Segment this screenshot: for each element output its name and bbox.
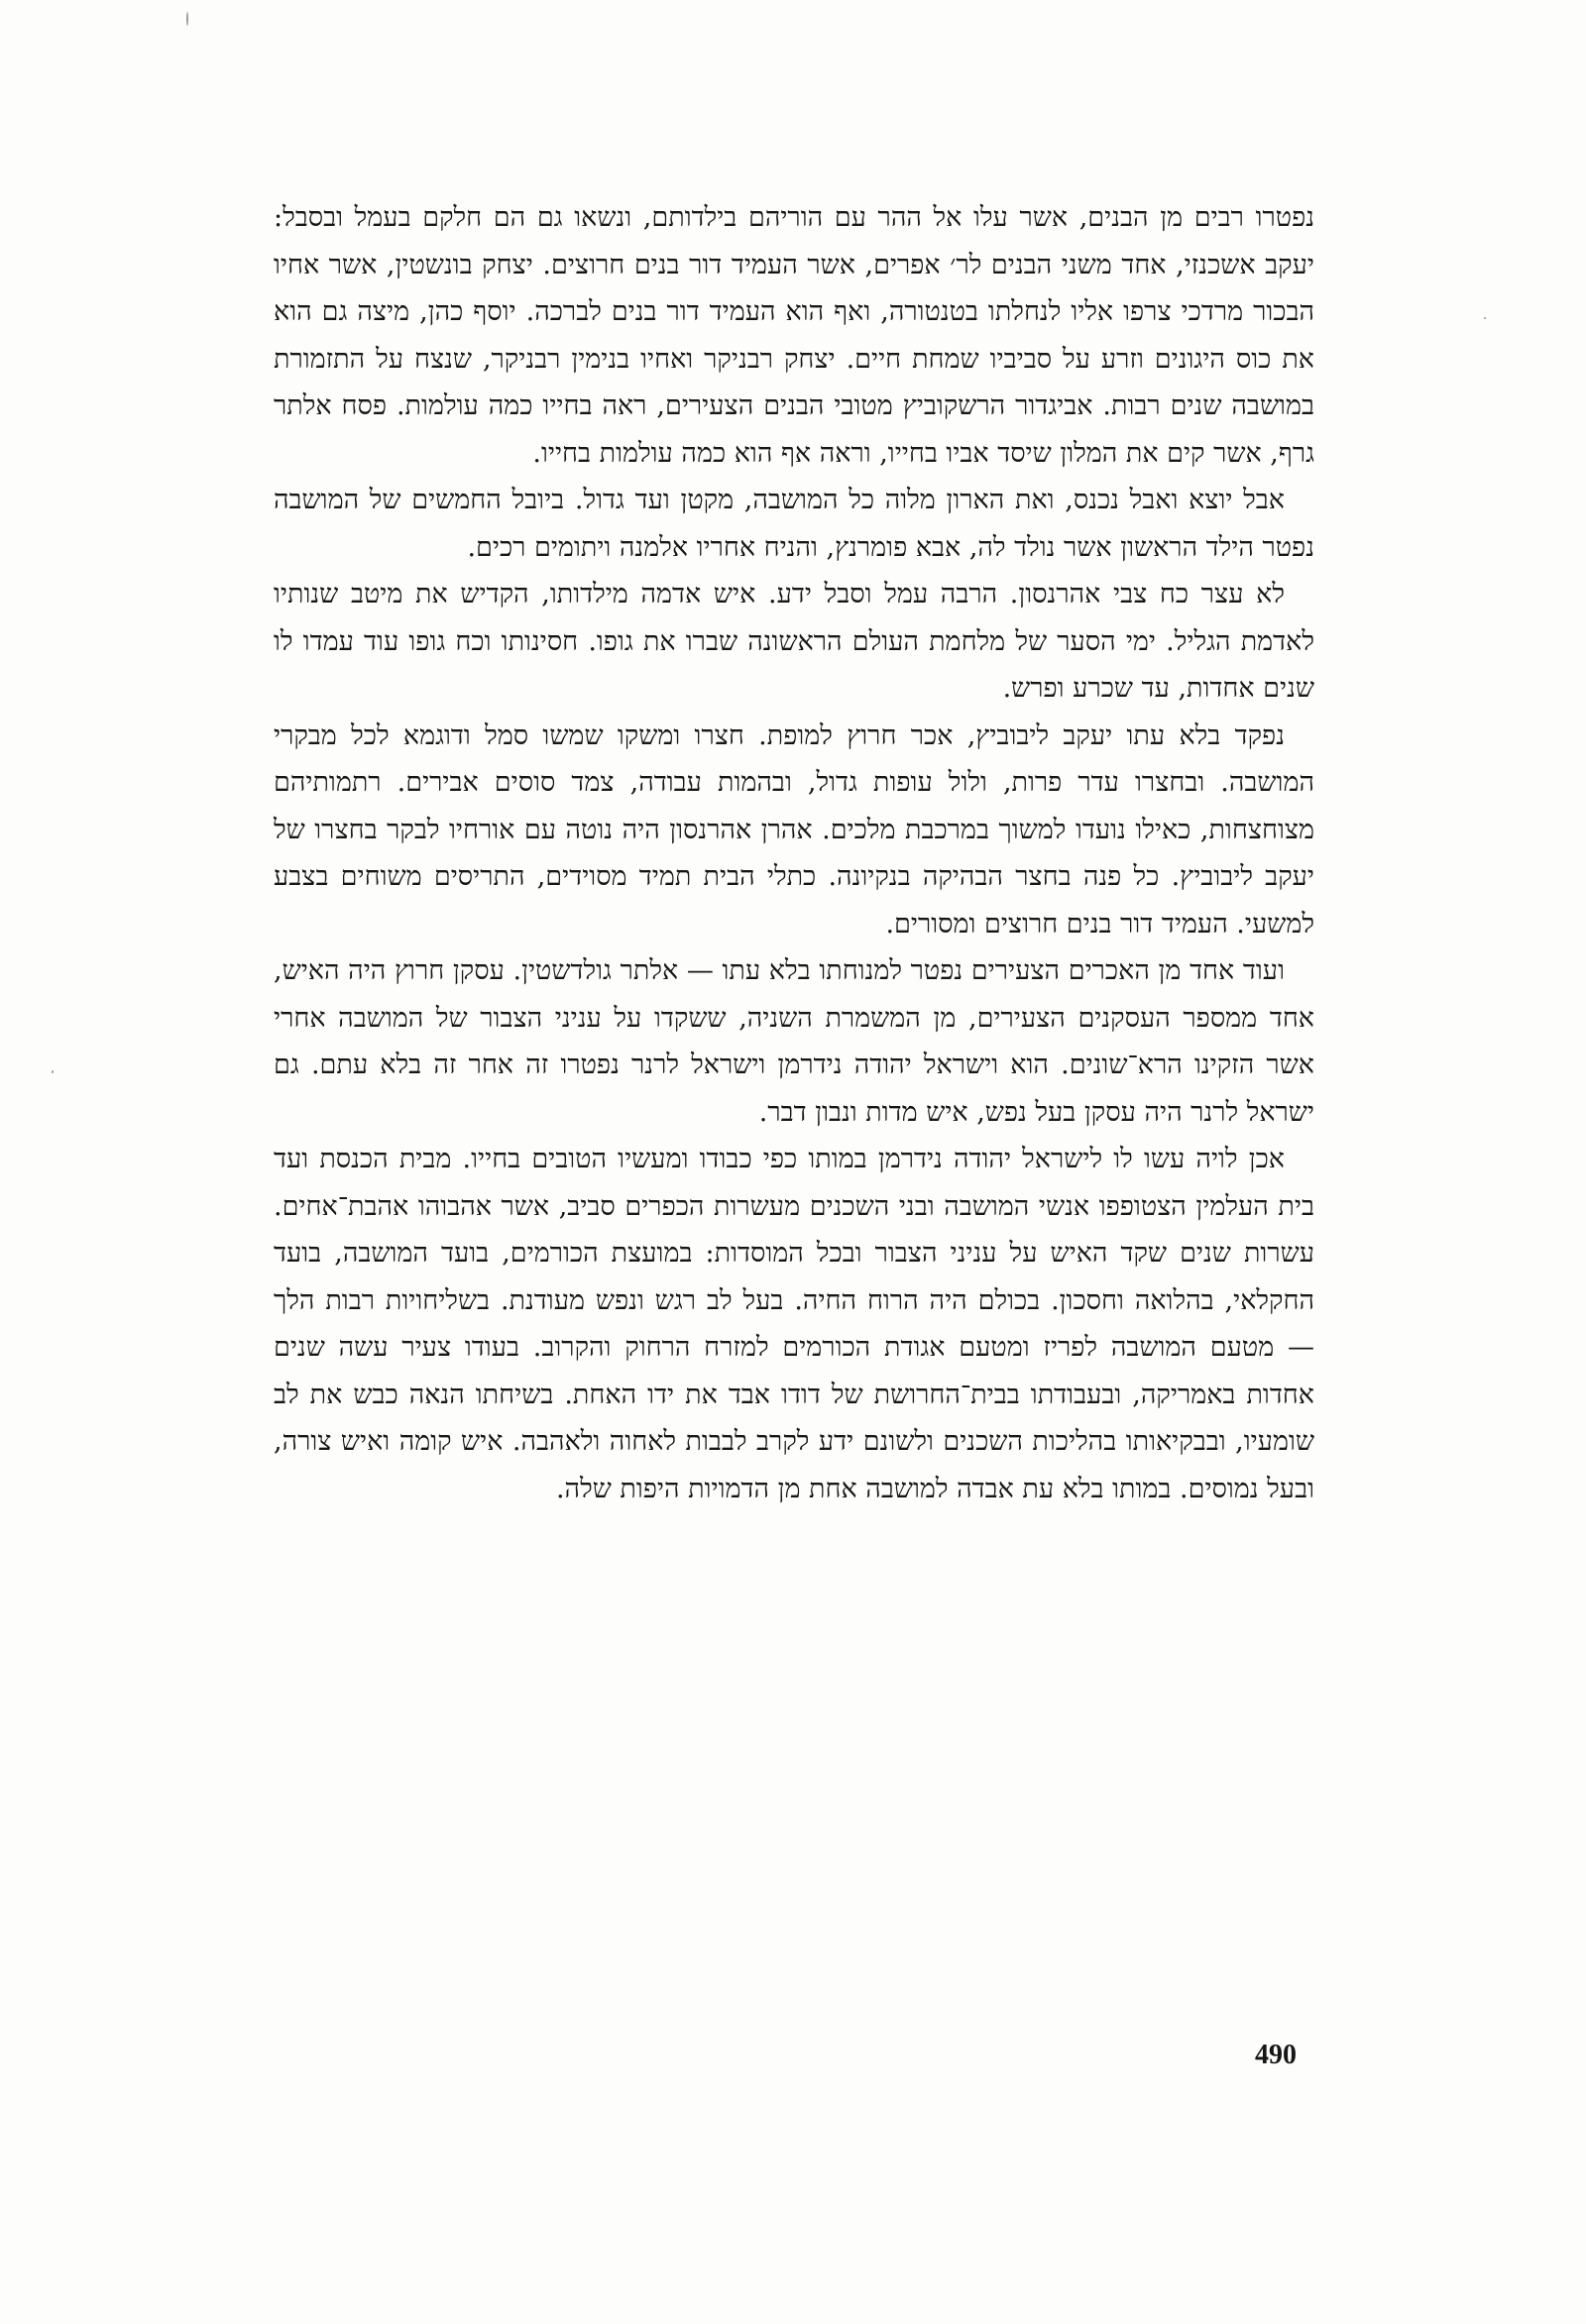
paragraph-1: נפטרו רבים מן הבנים, אשר עלו אל ההר עם הוריהם בילדותם, ונשאו גם הם חלקם בעמל ובסבל: יעקב אשכנזי, אחד משני הבנים לר׳ אפרים, אשר העמיד דור בנים חרוצים. יצחק בונשטין, אשר אחיו הבכור מרדכי צרפו אליו לנחלתו בטנטורה, ואף הוא העמיד דור בנים לברכה. יוסף כהן, מיצה גם הוא את כוס היגונים וזרע על סביביו שמחת חיים. יצחק רבניקר ואחיו בנימין רבניקר, שנצח על התזמורת במושבה שנים רבות. אביגדור הרשקוביץ מטובי הבנים הצעירים, ראה בחייו כמה עולמות. פסח אלתר גרף, אשר קים את המלון שיסד אביו בחייו, וראה אף הוא כמה עולמות בחייו.	[274, 202, 1314, 469]
paragraph-4: נפקד בלא עתו יעקב ליבוביץ, אכר חרוץ למופת. חצרו ומשקו שמשו סמל ודוגמא לכל מבקרי המושבה. ובחצרו עדר פרות, ולול עופות גדול, ובהמות עבודה, צמד סוסים אבירים. רתמותיהם מצוחצחות, כאילו נועדו למשוך במרכבת מלכים. אהרן אהרנסון היה נוטה עם אורחיו לבקר בחצרו של יעקב ליבוביץ. כל פנה בחצר הבהיקה בנקיונה. כתלי הבית תמיד מסוידים, התריסים משוחים בצבע למשעי. העמיד דור בנים חרוצים ומסורים.	[274, 719, 1314, 940]
paragraph-3: לא עצר כח צבי אהרנסון. הרבה עמל וסבל ידע. איש אדמה מילדותו, הקדיש את מיטב שנותיו לאדמת הגליל. ימי הסער של מלחמת העולם הראשונה שברו את גופו. חסינותו וכח גופו עוד עמדו לו שנים אחדות, עד שכרע ופרש.	[274, 579, 1314, 704]
page-number: 490	[1255, 2040, 1297, 2070]
paragraph-6: אכן לויה עשו לו לישראל יהודה נידרמן במותו כפי כבודו ומעשיו הטובים בחייו. מבית הכנסת ועד בית העלמין הצטופפו אנשי המושבה ובני השכנים מעשרות הכפרים סביב, אשר אהבוהו אהבת־אחים. עשרות שנים שקד האיש על עניני הצבור ובכל המוסדות: במועצת הכורמים, בועד המושבה, בועד החקלאי, בהלואה וחסכון. בכולם היה הרוח החיה. בעל לב רגש ונפש מעודנת. בשליחויות רבות הלך — מטעם המושבה לפריז ומטעם אגודת הכורמים למזרח הרחוק והקרוב. בעודו צעיר עשה שנים אחדות באמריקה, ובעבודתו בבית־החרושת של דודו אבד את ידו האחת. בשיחתו הנאה כבש את לב שומעיו, ובבקיאותו בהליכות השכנים ולשונם ידע לקרב לבבות לאחוה ולאהבה. איש קומה ואיש צורה, ובעל נמוסים. במותו בלא עת אבדה למושבה אחת מן הדמויות היפות שלה.	[274, 1144, 1314, 1504]
paragraph-5: ועוד אחד מן האכרים הצעירים נפטר למנוחתו בלא עתו — אלתר גולדשטין. עסקן חרוץ היה האיש, אחד ממספר העסקנים הצעירים, מן המשמרת השניה, ששקדו על עניני הצבור של המושבה אחרי אשר הזקינו הרא־שונים. הוא וישראל יהודה נידרמן וישראל לרנר נפטרו זה אחר זה בלא עתם. גם ישראל לרנר היה עסקן בעל נפש, איש מדות ונבון דבר.	[274, 955, 1314, 1128]
paragraph-2: אבל יוצא ואבל נכנס, ואת הארון מלוה כל המושבה, מקטן ועד גדול. ביובל החמשים של המושבה נפטר הילד הראשון אשר נולד לה, אבא פומרנץ, והניח אחריו אלמנה ויתומים רכים.	[274, 485, 1314, 563]
scan-speck	[1484, 317, 1486, 319]
scan-speck	[52, 1070, 54, 1073]
scan-speck	[186, 12, 188, 26]
body-text	[274, 194, 1314, 1512]
